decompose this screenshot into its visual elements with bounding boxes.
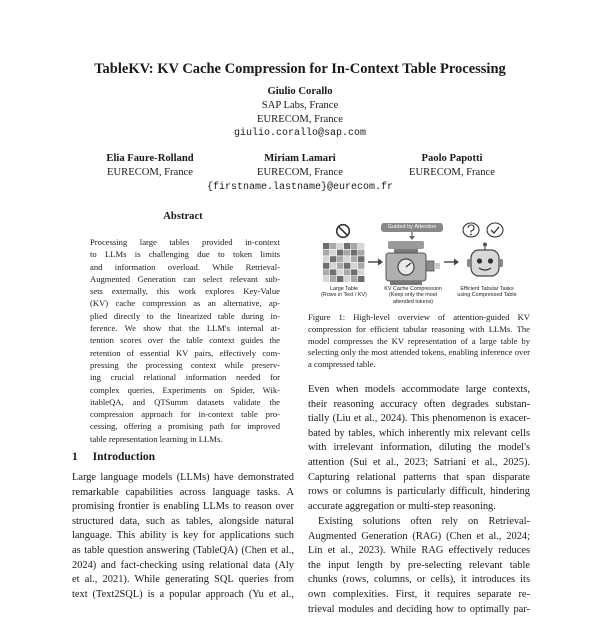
text-line: promising frontier is enabling LLMs to reason over bbox=[72, 501, 294, 513]
text-line: et al., 2021). While generating SQL queries from bbox=[72, 574, 294, 586]
label-efficient-tasks: Efficient Tabular Tasks using Compressed Table bbox=[457, 286, 517, 299]
text-line: Even when models accommodate large contexts, bbox=[308, 384, 530, 395]
table-cell bbox=[323, 263, 329, 269]
table-cell bbox=[337, 250, 343, 256]
coauthor-2 bbox=[220, 152, 380, 180]
coauthor-1-affiliation: EURECOM, France bbox=[107, 167, 193, 178]
right-col-p2 bbox=[308, 515, 530, 617]
figure-1-caption: Figure 1: High-level overview of attention-guided KV compression for efficient tabular reasoning with LLMs. The model compresses the KV representation of a large table by selecting only the most attended tokens, enabling inference over a compressed table. bbox=[308, 312, 530, 370]
text-line: and information overload. While Retrieval- bbox=[90, 261, 280, 272]
text-line: Processing large tables provided in-context bbox=[90, 237, 280, 247]
abstract-body bbox=[90, 236, 280, 445]
coauthor-3 bbox=[372, 152, 532, 180]
table-cell bbox=[330, 269, 336, 275]
table-cell bbox=[323, 256, 329, 262]
label-kv-cache-sub: (Keep only the most attended tokens) bbox=[389, 292, 437, 305]
robot-icon bbox=[466, 242, 504, 282]
text-line: accurate aggregation or multi-step reasoning. bbox=[308, 500, 496, 512]
text-line: tially (Liu et al., 2024). This phenomenon is exacer- bbox=[308, 413, 530, 425]
table-cell bbox=[344, 256, 350, 262]
table-cell bbox=[358, 243, 364, 249]
lead-author-affiliation-1: SAP Labs, France bbox=[261, 100, 339, 111]
section-number: 1 bbox=[72, 451, 78, 463]
table-cell bbox=[344, 263, 350, 269]
text-line: structured data, such as tables, alongside natural bbox=[72, 515, 294, 527]
table-cell bbox=[358, 250, 364, 256]
table-cell bbox=[344, 243, 350, 249]
table-cell bbox=[351, 276, 357, 282]
text-line: complex queries. Experiments on Spider, Wik- bbox=[90, 384, 280, 395]
text-line: language. This ability is key for applications such bbox=[72, 530, 294, 542]
table-cell bbox=[351, 269, 357, 275]
text-line: Existing solutions often rely on Retrieval- bbox=[318, 516, 530, 527]
table-cell bbox=[344, 276, 350, 282]
coauthor-1-name: Elia Faure-Rolland bbox=[106, 153, 194, 164]
figure-1 bbox=[308, 222, 530, 308]
coauthor-email: {firstname.lastname}@eurecom.fr bbox=[206, 182, 394, 193]
text-line: compression approach for in-context table pro- bbox=[90, 409, 280, 420]
check-bubble-icon bbox=[485, 222, 505, 240]
text-line: chunks (rows, columns, or cells), it introduces its bbox=[308, 574, 530, 586]
text-line: 2024) and fact-checking using relational data (Aly bbox=[72, 559, 294, 571]
text-line: ference. We show that the LLM's internal at- bbox=[90, 323, 280, 334]
text-line: pressing the processing context while preserv- bbox=[90, 359, 280, 370]
text-line: text (Text2SQL) is a popular approach (Yu et al., bbox=[72, 588, 294, 600]
table-cell bbox=[344, 250, 350, 256]
table-cell bbox=[351, 243, 357, 249]
coauthor-2-affiliation: EURECOM, France bbox=[257, 167, 343, 178]
table-cell bbox=[323, 269, 329, 275]
text-line: cessing, offering a promising path for improved bbox=[90, 421, 280, 432]
table-cell bbox=[323, 250, 329, 256]
section-1-heading bbox=[72, 451, 155, 463]
table-cell bbox=[330, 243, 336, 249]
text-line: the input length by pre-selecting relevant table bbox=[308, 559, 530, 571]
table-cell bbox=[330, 256, 336, 262]
coauthor-2-name: Miriam Lamari bbox=[264, 153, 336, 164]
text-line: sets externally, this work explores Key-Value bbox=[90, 286, 280, 297]
text-line: ing crucial relational information needed for bbox=[90, 372, 280, 383]
text-line: own complexities. First, it requires separate re- bbox=[308, 588, 530, 600]
table-cell bbox=[351, 250, 357, 256]
coauthor-3-name: Paolo Papotti bbox=[421, 153, 483, 164]
text-line: Augmented Generation can select relevant sub- bbox=[90, 273, 280, 284]
table-cell bbox=[330, 276, 336, 282]
text-line: Augmented Generation (RAG) (Chen et al., 2024; bbox=[308, 530, 530, 542]
table-cell bbox=[337, 256, 343, 262]
table-cell bbox=[344, 269, 350, 275]
label-kv-cache-title: KV Cache Compression bbox=[384, 286, 442, 292]
text-line: (KV) cache compression as an alternative, ap- bbox=[90, 298, 280, 309]
section-title: Introduction bbox=[92, 451, 156, 463]
table-cell bbox=[337, 243, 343, 249]
table-cell bbox=[358, 276, 364, 282]
table-cell bbox=[351, 263, 357, 269]
text-line: Capturing relational patterns that span disparate bbox=[308, 471, 530, 483]
text-line: bated by tables, which inherently mix relevant cells bbox=[308, 427, 530, 439]
kv-cache-compressor-icon bbox=[384, 239, 442, 287]
table-cell bbox=[358, 256, 364, 262]
text-line: tention scores over the table context guides the bbox=[90, 335, 280, 346]
label-large-table-sub: (Rows in Text / KV) bbox=[321, 292, 367, 299]
text-line: remarkable capabilities across language tasks. A bbox=[72, 486, 294, 498]
question-bubble-icon bbox=[461, 222, 481, 240]
text-line: with irrelevant information, diluting the model's bbox=[308, 442, 530, 454]
label-large-table-title: Large Table bbox=[329, 286, 359, 292]
text-line: trieval modules and deciding how to optimally par- bbox=[308, 603, 530, 615]
paper-title: TableKV: KV Cache Compression for In-Context Table Processing bbox=[94, 61, 506, 77]
right-col-p1 bbox=[308, 383, 530, 514]
lead-author-email: giulio.corallo@sap.com bbox=[233, 128, 367, 139]
no-entry-icon bbox=[335, 223, 351, 239]
text-line: rows or columns is particularly difficult, hindering bbox=[308, 486, 530, 498]
lead-author-block bbox=[0, 85, 600, 141]
abstract-heading: Abstract bbox=[163, 211, 203, 222]
arrow-right-icon-2 bbox=[444, 257, 460, 267]
table-cell bbox=[358, 269, 364, 275]
arrow-right-icon bbox=[368, 257, 384, 267]
lead-author-affiliation-2: EURECOM, France bbox=[257, 114, 343, 125]
text-line: retention of essential KV pairs, effectively com- bbox=[90, 347, 280, 358]
guided-by-attention-pill: Guided by Attention bbox=[381, 223, 443, 232]
table-cell bbox=[323, 243, 329, 249]
coauthor-3-affiliation: EURECOM, France bbox=[409, 167, 495, 178]
intro-body bbox=[72, 471, 294, 602]
text-line: plied directly to the linearized table during in- bbox=[90, 310, 280, 321]
coauthor-1 bbox=[70, 152, 230, 180]
label-large-table bbox=[310, 286, 378, 299]
text-line: attention (Sui et al., 2023; Satriani et al., 2025). bbox=[308, 456, 530, 468]
table-cell bbox=[337, 276, 343, 282]
table-cell bbox=[337, 263, 343, 269]
table-cell bbox=[330, 263, 336, 269]
table-cell bbox=[323, 276, 329, 282]
text-line: table representation learning in LLMs. bbox=[90, 433, 223, 444]
text-line: to LLMs is challenging due to token limits bbox=[90, 249, 280, 260]
text-line: their reasoning accuracy often degrades substan- bbox=[308, 398, 530, 410]
table-cell bbox=[337, 269, 343, 275]
large-table-icon bbox=[322, 242, 366, 284]
table-cell bbox=[330, 250, 336, 256]
lead-author-name: Giulio Corallo bbox=[267, 86, 333, 97]
text-line: Large language models (LLMs) have demonstrated bbox=[72, 472, 294, 483]
text-line: as table question answering (TableQA) (Chen et al., bbox=[72, 544, 294, 556]
table-cell bbox=[358, 263, 364, 269]
table-cell bbox=[351, 256, 357, 262]
label-kv-cache bbox=[380, 286, 446, 305]
text-line: itableQA, and QTSumm datasets validate the bbox=[90, 396, 280, 407]
text-line: Lin et al., 2023). While RAG effectively reduces bbox=[308, 545, 530, 557]
